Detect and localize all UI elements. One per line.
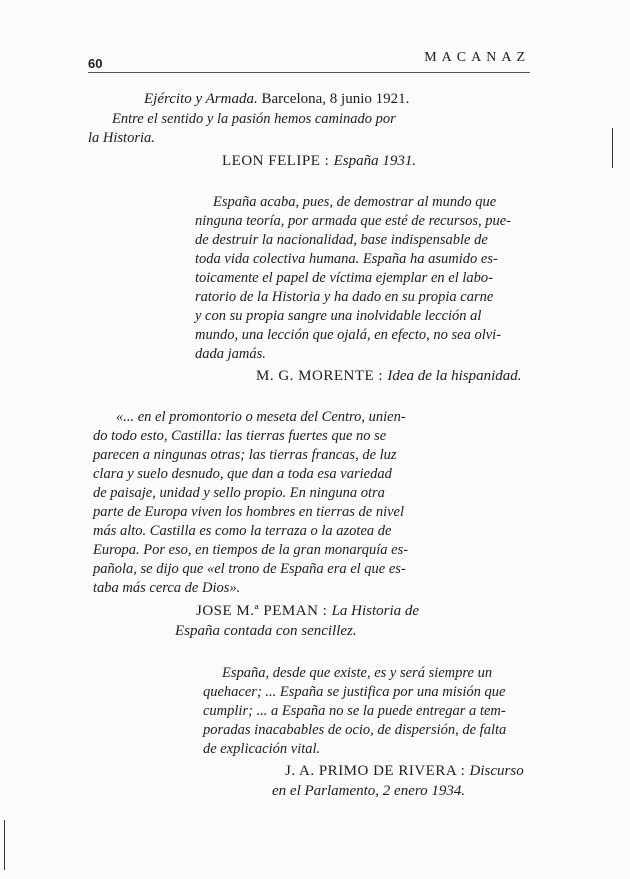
quote2-line: España acaba, pues, de demostrar al mundo que: [213, 194, 497, 210]
quote2-line: toda vida colectiva humana. España ha asumido es-: [195, 251, 498, 267]
page-number: 60: [88, 56, 103, 71]
quote1-line3: la Historia.: [88, 130, 155, 146]
page-header: [88, 50, 530, 74]
quote3-line: de paisaje, unidad y sello propio. En ninguna otra: [93, 485, 385, 501]
quote2-line: de destruir la nacionalidad, base indispensable de: [195, 232, 488, 248]
quote3-line: parte de Europa viven los hombres en tierras de nivel: [93, 504, 405, 520]
quote2-line: toicamente el papel de víctima ejemplar en el labo-: [195, 270, 493, 286]
quote4-attribution: J. A. PRIMO DE RIVERA : Discurso: [285, 763, 524, 779]
quote4-line: quehacer; ... España se justifica por una misión que: [203, 684, 506, 700]
quote2-attribution: M. G. MORENTE : Idea de la hispanidad.: [256, 368, 522, 384]
quote4-line: cumplir; ... a España no se la puede entregar a tem-: [203, 703, 506, 719]
quote4-source-line2: en el Parlamento, 2 enero 1934.: [272, 783, 466, 799]
quote3-line: parecen a ningunas otras; las tierras francas, de luz: [93, 447, 397, 463]
quote2-line: ninguna teoría, por armada que esté de recursos, pue-: [195, 213, 512, 229]
margin-scan-mark: [612, 128, 613, 168]
quote1-line2: Entre el sentido y la pasión hemos caminado por: [112, 111, 396, 127]
quote3-line: pañola, se dijo que «el trono de España era el que es-: [93, 561, 406, 577]
running-title: MACANAZ: [424, 50, 530, 65]
quote3-line: taba más cerca de Dios».: [93, 580, 241, 596]
quote3-source-line2: España contada con sencillez.: [175, 623, 357, 639]
quote1-attribution: LEON FELIPE : España 1931.: [222, 153, 417, 169]
margin-scan-mark: [4, 820, 5, 870]
quote2-line: mundo, una lección que ojalá, en efecto, no sea olvi-: [195, 327, 502, 343]
quote4-line: España, desde que existe, es y será siempre un: [222, 665, 493, 681]
quote2-line: y con su propia sangre una inolvidable lección al: [195, 308, 482, 324]
quote3-line: más alto. Castilla es como la terraza o la azotea de: [93, 523, 392, 539]
quote3-line: do todo esto, Castilla: las tierras fuertes que no se: [93, 428, 387, 444]
quote3-line: clara y suelo desnudo, que dan a toda esa variedad: [93, 466, 392, 482]
quote2-line: dada jamás.: [195, 346, 266, 362]
quote3-attribution: JOSE M.ª PEMAN : La Historia de: [196, 603, 420, 619]
quote4-line: poradas inacabables de ocio, de dispersión, de falta: [203, 722, 507, 738]
quote3-line: Europa. Por eso, en tiempos de la gran monarquía es-: [93, 542, 409, 558]
quote1-line1: Ejército y Armada. Barcelona, 8 junio 1921.: [144, 91, 410, 107]
quote4-line: de explicación vital.: [203, 741, 321, 757]
header-rule: [88, 72, 530, 73]
quote3-line: «... en el promontorio o meseta del Centro, unien-: [116, 409, 406, 425]
quote2-line: ratorio de la Historia y ha dado en su propia carne: [195, 289, 494, 305]
